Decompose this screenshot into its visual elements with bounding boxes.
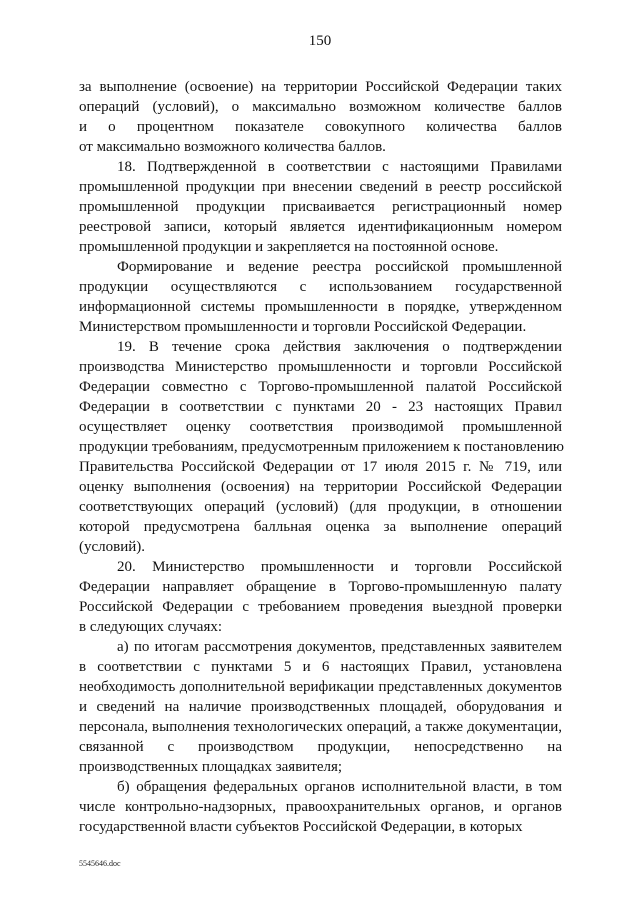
- paragraph: [79, 157, 562, 257]
- text-line: государственной власти субъектов Российской Федерации, в которых: [79, 819, 523, 835]
- text-line: оценку выполнения (освоения) на территории Российской Федерации: [79, 479, 562, 495]
- document-body: [79, 77, 562, 837]
- text-line: от максимально возможного количества баллов.: [79, 139, 386, 155]
- text-line: Федерации направляет обращение в Торгово-промышленную палату: [79, 579, 562, 595]
- text-line: персонала, выполнения технологических операций, а также документации,: [79, 719, 562, 735]
- text-line: необходимость дополнительной верификации представленных документов: [79, 679, 562, 695]
- text-line: информационной системы промышленности в порядке, утвержденном: [79, 299, 562, 315]
- text-line: промышленной продукции присваивается регистрационный номер: [79, 199, 562, 215]
- text-line: и сведений на наличие производственных площадей, оборудования и: [79, 699, 562, 715]
- text-line: в следующих случаях:: [79, 619, 223, 635]
- text-line: Российской Федерации с требованием проведения выездной проверки: [79, 599, 562, 615]
- text-line: производства Министерство промышленности и торговли Российской: [79, 359, 562, 375]
- text-line: Федерации в соответствии с пунктами 20 - 23 настоящих Правил: [79, 399, 562, 415]
- text-line: связанной с производством продукции, непосредственно на: [79, 739, 562, 755]
- text-line: 20. Министерство промышленности и торговли Российской: [117, 559, 562, 575]
- text-line: реестровой записи, который является идентификационным номером: [79, 219, 562, 235]
- text-line: осуществляет оценку соответствия производимой промышленной: [79, 419, 562, 435]
- text-line: промышленной продукции и закрепляется на постоянной основе.: [79, 239, 499, 255]
- text-line: производственных площадках заявителя;: [79, 759, 343, 775]
- text-line: операций (условий), о максимально возможном количестве баллов: [79, 99, 562, 115]
- text-line: (условий).: [79, 539, 146, 555]
- text-line: продукции требованиям, предусмотренным приложением к постановлению: [79, 439, 564, 455]
- text-line: Формирование и ведение реестра российской промышленной: [117, 259, 562, 275]
- text-line: и о процентном показателе совокупного количества баллов: [79, 119, 562, 135]
- paragraph: [79, 77, 562, 157]
- text-line: Правительства Российской Федерации от 17 июля 2015 г. № 719, или: [79, 459, 562, 475]
- page-number: 150: [308, 33, 332, 49]
- text-line: в соответствии с пунктами 5 и 6 настоящих Правил, установлена: [79, 659, 562, 675]
- text-line: 18. Подтвержденной в соответствии с настоящими Правилами: [117, 159, 562, 175]
- text-line: Федерации совместно с Торгово-промышленной палатой Российской: [79, 379, 562, 395]
- text-line: а) по итогам рассмотрения документов, представленных заявителем: [117, 639, 562, 655]
- text-line: которой предусмотрена балльная оценка за выполнение операций: [79, 519, 562, 535]
- paragraph: [79, 637, 562, 777]
- text-line: за выполнение (освоение) на территории Российской Федерации таких: [79, 79, 562, 95]
- text-line: промышленной продукции при внесении сведений в реестр российской: [79, 179, 562, 195]
- text-line: б) обращения федеральных органов исполнительной власти, в том: [117, 779, 562, 795]
- footer-filename: 5545646.doc: [79, 859, 121, 868]
- text-line: Министерством промышленности и торговли Российской Федерации.: [79, 319, 527, 335]
- text-line: соответствующих операций (условий) (для продукции, в отношении: [79, 499, 562, 515]
- text-line: продукции осуществляются с использованием государственной: [79, 279, 562, 295]
- paragraph: [79, 337, 562, 557]
- text-line: числе контрольно-надзорных, правоохранительных органов, и органов: [79, 799, 562, 815]
- paragraph: [79, 257, 562, 337]
- paragraph: [79, 777, 562, 837]
- paragraph: [79, 557, 562, 637]
- text-line: 19. В течение срока действия заключения о подтверждении: [117, 339, 562, 355]
